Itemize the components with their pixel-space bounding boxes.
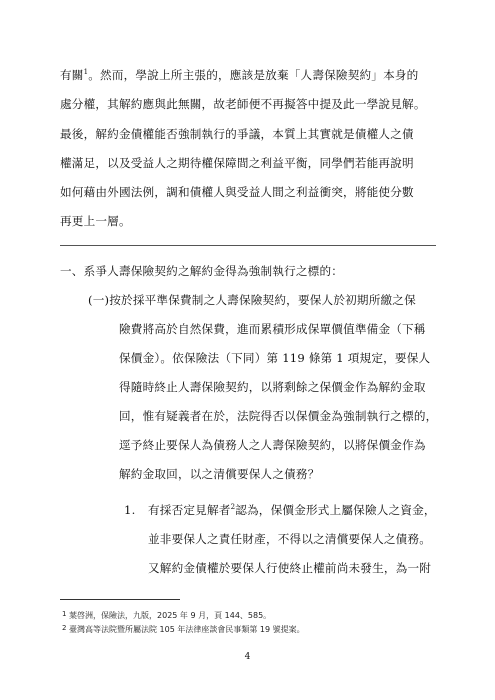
subsection-line: (一)按於採平準保費制之人壽保險契約，要保人於初期所繳之保	[88, 293, 416, 307]
text-span: 有關	[60, 68, 84, 82]
paragraph-line: 如何藉由外國法例，調和債權人與受益人間之利益衝突，將能使分數	[60, 185, 414, 199]
subsection-line: 得隨時終止人壽保險契約，以將剩餘之保價金作為解約金取	[119, 380, 426, 394]
section-heading: 一、系爭人壽保險契約之解約金得為強制執行之標的：	[60, 264, 344, 278]
subsection-line: 險費將高於自然保費，進而累積形成保單價值準備金（下稱	[119, 322, 426, 336]
paragraph-line: 處分權，其解約應與此無關，故老師便不再擬答中提及此一學說見解。	[60, 97, 426, 111]
paragraph-line: 最後，解約金債權能否強制執行的爭議，本質上其實就是債權人之債	[60, 127, 414, 141]
text-span: 認為，保價金形式上屬保險人之資金，	[235, 503, 436, 517]
page-number: 4	[244, 652, 251, 662]
footnote-mark: 1	[62, 610, 67, 618]
footnote-ref-2: 2	[230, 503, 236, 511]
text-span: 。然而，學說上所主張的，應該是放棄「人壽保險契約」本身的	[88, 68, 419, 82]
paragraph-line: 再更上一層。	[60, 214, 131, 228]
footnote-text: 臺灣高等法院暨所屬法院 105 年法律座談會民事類第 19 號提案。	[69, 625, 305, 634]
footnote-ref-1: 1	[83, 68, 89, 76]
list-item-number: 1.	[124, 503, 136, 517]
subsection-line: 保價金）。依保險法（下同）第 119 條第 1 項規定，要保人	[119, 351, 431, 365]
subsection-line: 逕予終止要保人為債務人之人壽保險契約，以將保價金作為	[119, 438, 426, 452]
footnote-2	[62, 626, 305, 634]
footnote-mark: 2	[62, 624, 67, 632]
section-divider	[60, 245, 436, 246]
list-item-line: 並非要保人之責任財產，不得以之清償要保人之債務。	[148, 532, 432, 546]
subsection-line: 解約金取回，以之清償要保人之債務？	[119, 467, 320, 481]
footnote-text: 葉啓洲，保險法，九版，2025 年 9 月，頁 144、585。	[69, 611, 272, 620]
subsection-line: 回，惟有疑義者在於，法院得否以保價金為強制執行之標的，	[119, 409, 438, 423]
list-item-line	[148, 505, 436, 517]
paragraph-line: 權滿足，以及受益人之期待權保障間之利益平衡，同學們若能再說明	[60, 156, 414, 170]
paragraph-line	[60, 70, 418, 82]
footnote-1	[62, 612, 271, 620]
list-item-line: 又解約金債權於要保人行使終止權前尚未發生，為一附	[148, 561, 432, 575]
text-span: 有採否定見解者	[148, 503, 231, 517]
footnote-divider	[60, 599, 180, 600]
